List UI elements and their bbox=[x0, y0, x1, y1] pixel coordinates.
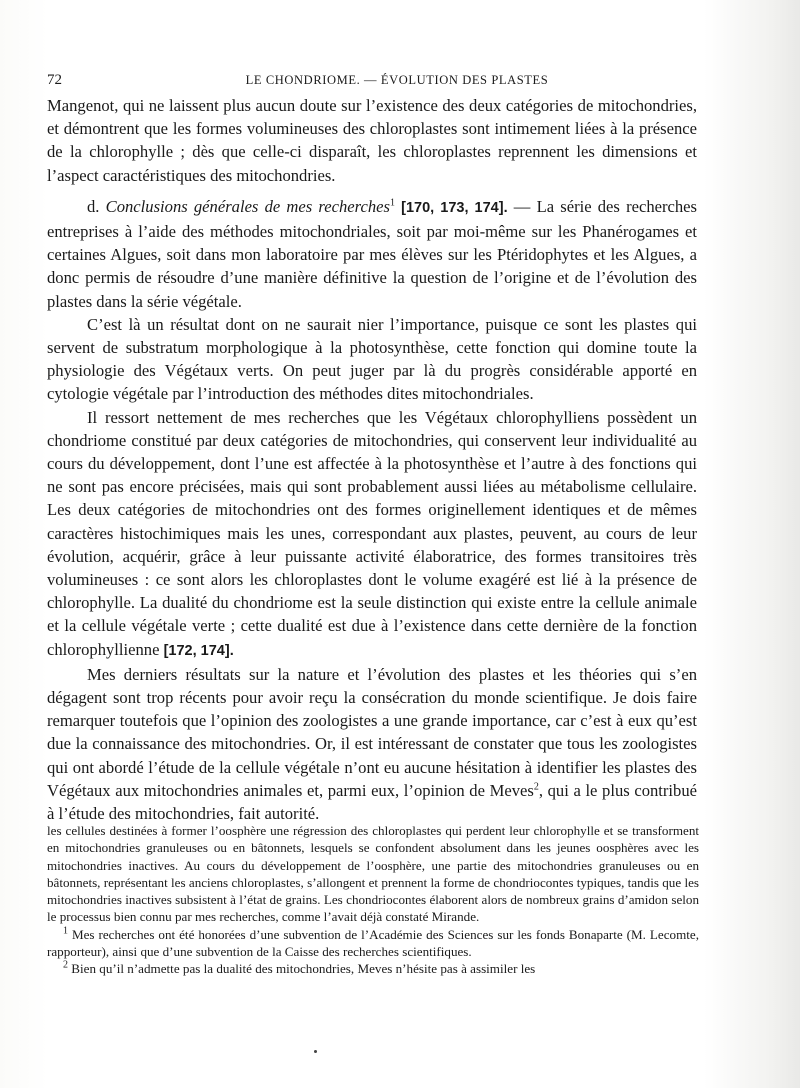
section-label: d. bbox=[87, 196, 100, 216]
paragraph-zoologists bbox=[47, 663, 697, 825]
paragraph-importance: C’est là un résultat dont on ne saurait nier l’importance, puisque ce sont les plastes qui servent de substratum morphologique à la photosynthèse, cette fonction qui domine toute la physiologie des Végétaux verts. On peut juger par là du progrès considérable apporté en cytologie végétale par l’introduction des méthodes dites mitochondriales. bbox=[47, 314, 697, 404]
main-text bbox=[47, 94, 697, 825]
paragraph-text: — La série des recherches entreprises à l’aide des méthodes mitochondriales, soit par moi-même sur les Phanérogames et certaines Algues, soit dans mon laboratoire par mes élèves sur les Ptéridophytes et les Algues, a donc permis de résoudre d’une manière définitive la question de l’origine et de l’évolution des plastes dans la série végétale. bbox=[47, 196, 697, 311]
running-head: LE CHONDRIOME. — ÉVOLUTION DES PLASTES bbox=[245, 73, 549, 87]
paragraph-text: Il ressort nettement de mes recherches que les Végétaux chlorophylliens possèdent un chondriome constitué par deux catégories de mitochondries, qui conservent leur individualité au cours du développement, dont l’une est affectée à la photosynthèse et l’autre à des fonctions qui ne sont pas encore précisées, mais qui sont probablement aussi liées au métabolisme cellulaire. Les deux catégories de mitochondries ont des formes originellement identiques et de mêmes caractères histochimiques mais les unes, correspondant aux plastes, peuvent, au cours de leur évolution, acquérir, grâce à leur puissante activité élaboratrice, des formes transitoires très volumineuses : ce sont alors les chloroplastes dont le volume exagéré est lié à la présence de chlorophylle. La dualité du chondriome est la seule distinction qui existe entre la cellule animale et la cellule végétale verte ; cette dualité est due à l’existence dans cette dernière de la fonction chlorophyllienne bbox=[47, 407, 697, 659]
paragraph-chondriome bbox=[47, 406, 697, 663]
page-number: 72 bbox=[47, 72, 62, 88]
footnote-2-text: Bien qu’il n’admette pas la dualité des mitochondries, Meves n’hésite pas à assimiler les bbox=[68, 961, 536, 977]
section-title: Conclusions générales de mes recherches bbox=[105, 196, 390, 216]
footnote-1-mark: 1 bbox=[63, 925, 68, 937]
footnote-ref-1: 1 bbox=[389, 197, 395, 209]
footnotes bbox=[47, 822, 699, 978]
footnote-1-text: Mes recherches ont été honorées d’une subvention de l’Académie des Sciences sur les fonds Bonaparte (M. Lecomte, rapporteur), ainsi que d’une subvention de la Caisse des recherches scientifiques. bbox=[47, 926, 699, 960]
footnote-1 bbox=[47, 926, 699, 961]
paragraph-conclusions bbox=[47, 195, 697, 313]
footnote-2 bbox=[47, 960, 699, 977]
footnote-continued: les cellules destinées à former l’oosphère une régression des chloroplastes qui perdent leur chlorophylle et se transforment en mitochondries granuleuses ou en bâtonnets, lesquels se confondent absolument dans les jeunes oosphères avec les mitochondries inactives. Au cours du développement de l’oosphère, une partie des mitochondries granuleuses ou en bâtonnets, représentant les anciens chloroplastes, s’allongent et prennent la forme de chondriocontes typiques, tandis que les mitochondries inactives subsistent à l’état de grains. Les chondriocontes élaborent alors de nombreux grains d’amidon selon le processus bien connu par mes recherches, comme l’avait déjà constaté Mirande. bbox=[47, 823, 699, 925]
paragraph-continued: Mangenot, qui ne laissent plus aucun doute sur l’existence des deux catégories de mitochondries, et démontrent que les formes volumineuses des chloroplastes sont intimement liées à la présence de la chlorophylle ; dès que celle-ci disparaît, les chloroplastes reprennent les dimensions et l’aspect caractéristiques des mitochondries. bbox=[47, 96, 697, 185]
page-header bbox=[47, 72, 707, 94]
footnote-2-mark: 2 bbox=[63, 960, 68, 972]
paragraph-text: Mes derniers résultats sur la nature et l’évolution des plastes et les théories qui s’en dégagent sont trop récents pour avoir reçu la consécration du monde scientifique. Je dois faire remarquer toutefois que l’opinion des zoologistes a une grande importance, car c’est à eux qu’est due la connaissance des mitochondries. Or, il est intéressant de constater que tous les zoologistes qui ont abordé l’étude de la cellule végétale n’ont eu aucune hésitation à identifier les plastes des Végétaux aux mitochondries animales et, parmi eux, l’opinion de Meves bbox=[47, 664, 697, 800]
bibliography-refs: [172, 174]. bbox=[163, 642, 234, 659]
bibliography-refs: [170, 173, 174]. bbox=[401, 199, 508, 216]
paragraph-text-end: , qui a le plus contribué à l’étude des mitochondries, fait autorité. bbox=[47, 780, 698, 824]
footnote-ref-2: 2 bbox=[533, 781, 539, 793]
ink-speck bbox=[314, 1050, 317, 1053]
